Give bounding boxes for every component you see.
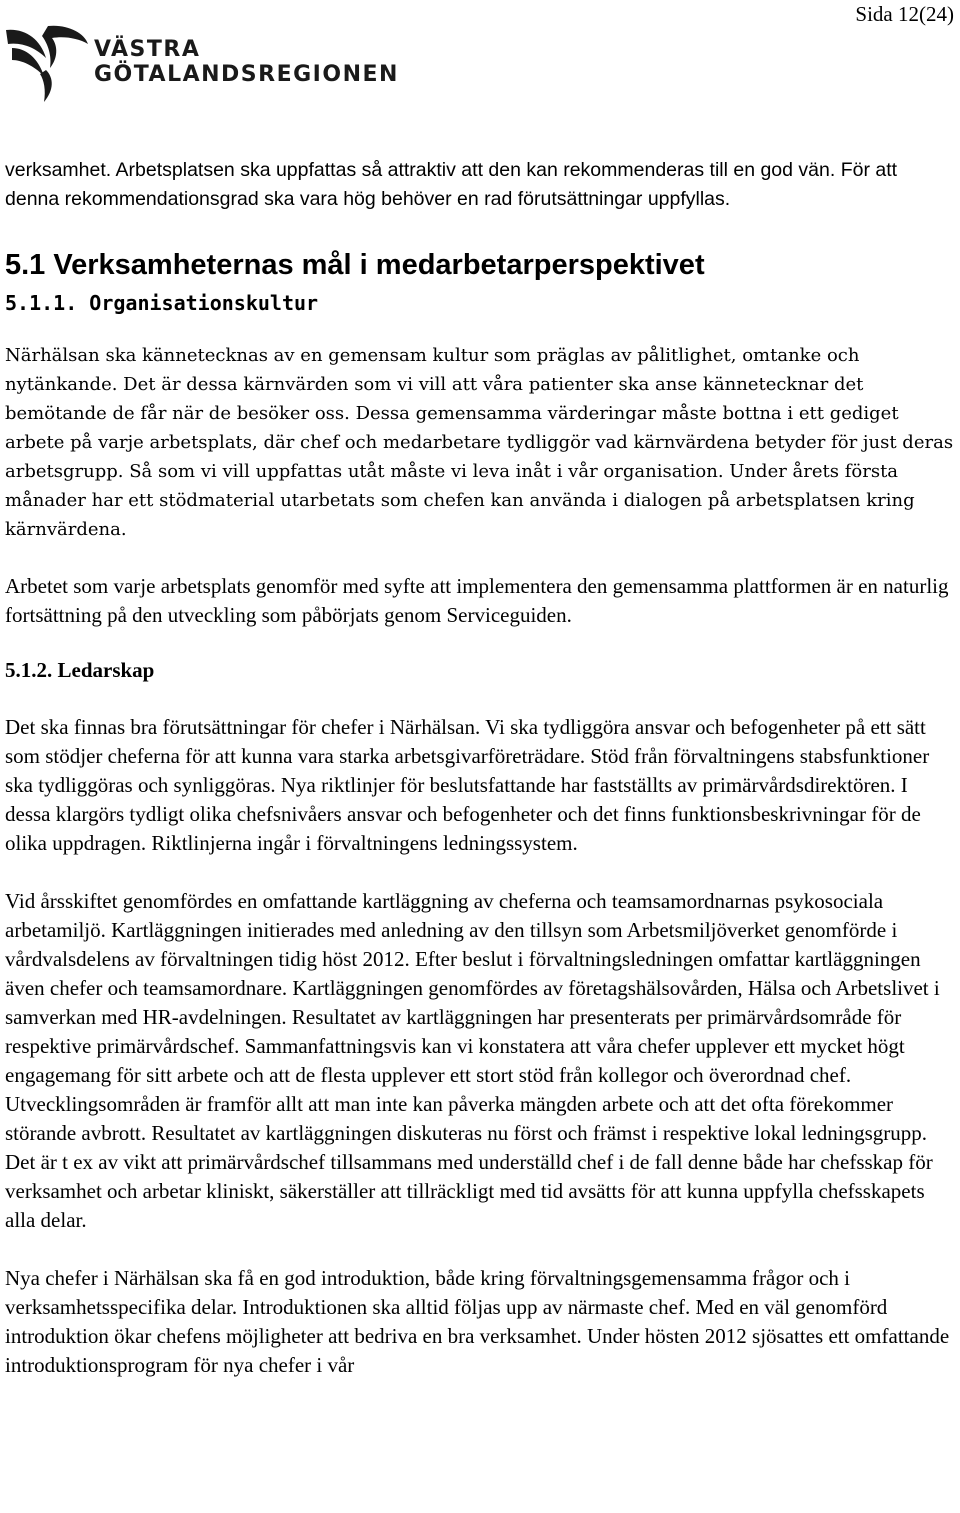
logo-wordmark — [94, 37, 399, 87]
logo-mark-icon — [6, 24, 90, 104]
ledarskap-paragraph-3: Nya chefer i Närhälsan ska få en god introduktion, både kring förvaltningsgemensamma frågor och i verksamhetsspecifika delar. Introduktionen ska alltid följas upp av närmaste chef. Med en väl genomförd introduktion ökar chefens möjligheter att bedriva en bra verksamhet. Under hösten 2012 sjösattes ett omfattande introduktionsprogram för nya chefer i vår — [5, 1266, 950, 1377]
section-heading: 5.1 Verksamheternas mål i medarbetarperspektivet — [5, 249, 705, 281]
organisationskultur-paragraph-1: Närhälsan ska kännetecknas av en gemensam kultur som präglas av pålitlighet, omtanke och nytänkande. Det är dessa kärnvärden som vi vill att våra patienter ska anse kännetecknar det bemötande de får när de besöker oss. Dessa gemensamma värderingar måste bottna i ett gediget arbete på varje arbetsplats, där chef och medarbetare tydliggör vad kärnvärdena betyder för just deras arbetsgrupp. Så som vi vill uppfattas utåt måste vi leva inåt i vår organisation. Under årets första månader har ett stödmaterial utarbetats som chefen kan använda i dialogen på arbetsplatsen kring kärnvärdena. — [5, 345, 954, 540]
document-body — [5, 156, 955, 1380]
subsection-heading-ledarskap: 5.1.2. Ledarskap — [5, 658, 155, 682]
logo-line-1: VÄSTRA — [94, 37, 201, 62]
ledarskap-paragraph-1: Det ska finnas bra förutsättningar för chefer i Närhälsan. Vi ska tydliggöra ansvar och befogenheter på ett sätt som stödjer cheferna för att kunna vara starka arbetsgivarföreträdare. Stöd från förvaltningens stabsfunktioner ska tydliggöras och synliggöras. Nya riktlinjer för beslutsfattande har fastställts av primärvårdsdirektören. I dessa klargörs tydligt olika chefsnivåers ansvar och befogenheter och det finns funktionsbeskrivningar för de olika uppdragen. Riktlinjerna ingår i förvaltningens ledningssystem. — [5, 715, 930, 855]
intro-paragraph: verksamhet. Arbetsplatsen ska uppfattas så attraktiv att den kan rekommenderas till en god vän. För att denna rekommendationsgrad ska vara hög behöver en rad förutsättningar uppfyllas. — [5, 159, 898, 210]
subsection-heading-organisationskultur: 5.1.1. Organisationskultur — [5, 291, 319, 315]
vastra-gotalandsregionen-logo — [6, 24, 406, 104]
ledarskap-paragraph-2: Vid årsskiftet genomfördes en omfattande kartläggning av cheferna och teamsamordnarnas psykosociala arbetamiljö. Kartläggningen initierades med anledning av den tillsyn som Arbetsmiljöverket genomförde i vårdvalsdelens av förvaltningen tidig höst 2012. Efter beslut i förvaltningsledningen omfattar kartläggningen även chefer och teamsamordnare. Kartläggningen genomfördes av företagshälsovården, Hälsa och Arbetslivet i samverkan med HR-avdelningen. Resultatet av kartläggningen har presenterats per primärvårdsområde för respektive primärvårdschef. Sammanfattningsvis kan vi konstatera att våra chefer upplever ett mycket högt engagemang för sitt arbete och att de flesta upplever ett stort stöd från kollegor och överordnad chef. Utvecklingsområden är framför allt att man inte kan påverka mängden arbete och att det ofta förekommer störande avbrott. Resultatet av kartläggningen diskuteras nu först och främst i respektive lokal ledningsgrupp. Det är t ex av vikt att primärvårdschef tillsammans med underställd chef i de fall denne både har chefsskap för verksamhet och arbetar kliniskt, säkerställer att tillräckligt med tid avsätts för att kunna uppfylla chefsskapets alla delar. — [5, 889, 940, 1232]
page-number: Sida 12(24) — [855, 2, 954, 26]
logo-line-2: GÖTALANDSREGIONEN — [94, 62, 399, 87]
organisationskultur-paragraph-2: Arbetet som varje arbetsplats genomför med syfte att implementera den gemensamma plattformen är en naturlig fortsättning på den utveckling som påbörjats genom Serviceguiden. — [5, 574, 949, 627]
